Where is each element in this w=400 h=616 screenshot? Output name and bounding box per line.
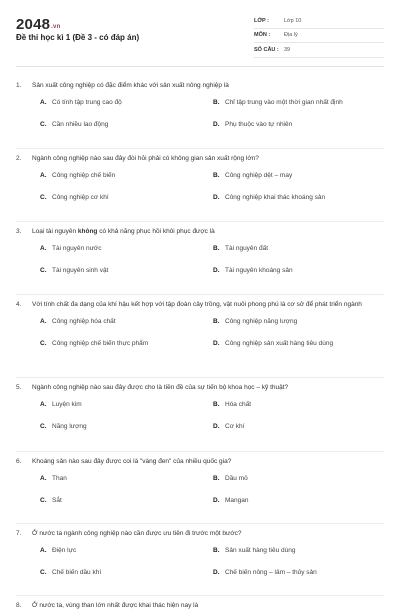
option-key: C. — [40, 266, 47, 274]
option-c[interactable] — [40, 415, 213, 437]
option-key: C. — [40, 120, 47, 128]
option-text: Có tính tập trung cao độ — [52, 98, 122, 106]
meta-value: Lớp 10 — [284, 17, 302, 24]
option-key: B. — [213, 98, 220, 106]
option-text: Công nghiệp khai thác khoáng sản — [225, 193, 326, 201]
option-text: Dầu mỏ — [225, 474, 248, 482]
option-key: C. — [40, 496, 47, 504]
question-stem — [16, 76, 384, 91]
option-c[interactable] — [40, 259, 213, 281]
exam-meta — [254, 14, 384, 58]
option-b[interactable] — [213, 237, 384, 259]
option-text: Công nghiệp sản xuất hàng tiêu dùng — [225, 339, 334, 347]
question-text — [32, 227, 384, 237]
question-text: Sản xuất công nghiệp có đặc điểm khác với sản xuất nông nghiệp là — [32, 82, 229, 89]
option-key: D. — [213, 496, 220, 504]
meta-label: MÔN : — [254, 32, 271, 39]
options — [40, 164, 384, 208]
option-text: Công nghiệp năng lượng — [225, 317, 298, 325]
question-text-pre: Loại tài nguyên — [32, 228, 78, 235]
question-text: Khoáng sản nào sau đây được coi là "vàng đen" của nhiều quốc gia? — [32, 458, 232, 465]
option-text: Sắt — [52, 496, 62, 504]
option-text: Công nghiệp cơ khí — [52, 193, 109, 201]
option-b[interactable] — [213, 539, 384, 561]
option-key: A. — [40, 474, 47, 482]
question-text: Ở nước ta ngành công nghiệp nào cần được ưu tiên đi trước một bước? — [32, 530, 242, 537]
option-text: Mangan — [225, 496, 249, 504]
options — [40, 467, 384, 511]
option-key: C. — [40, 339, 47, 347]
question-4 — [16, 295, 384, 378]
option-d[interactable] — [213, 489, 384, 511]
question-text: Ngành công nghiệp nào sau đây đòi hỏi phải có không gian sản xuất rộng lớn? — [32, 155, 259, 162]
meta-row-subject — [254, 29, 384, 44]
question-2 — [16, 149, 384, 222]
options — [40, 539, 384, 583]
option-key: B. — [213, 317, 220, 325]
question-text: Ở nước ta, vùng than lớn nhất được khai thác hiện nay là — [32, 602, 199, 609]
option-a[interactable] — [40, 539, 213, 561]
question-number: 3. — [16, 228, 22, 235]
option-text: Cần nhiều lao động — [52, 120, 109, 128]
question-8 — [16, 596, 384, 616]
option-text: Chỉ tập trung vào một thời gian nhất định — [225, 98, 343, 106]
option-a[interactable] — [40, 467, 213, 489]
question-number: 7. — [16, 530, 22, 537]
option-key: B. — [213, 171, 220, 179]
question-number: 6. — [16, 458, 22, 465]
option-text: Tài nguyên đất — [225, 244, 269, 252]
option-d[interactable] — [213, 415, 384, 437]
question-text: Ngành công nghiệp nào sau đây được cho là tiền đề của sự tiến bộ khoa học – kỹ thuật? — [32, 384, 289, 391]
question-7 — [16, 524, 384, 596]
logo-tld: .vn — [51, 24, 61, 30]
logo-text: 2048 — [16, 16, 51, 33]
option-text: Tài nguyên sinh vật — [52, 266, 109, 274]
option-text: Than — [52, 474, 67, 482]
option-text: Công nghiệp dệt – may — [225, 171, 293, 179]
exam-title: Đề thi học kì 1 (Đề 3 - có đáp án) — [16, 33, 140, 42]
option-text: Sản xuất hàng tiêu dùng — [225, 546, 296, 554]
question-stem — [16, 596, 384, 611]
question-list — [0, 76, 400, 616]
option-text: Luyện kim — [52, 400, 82, 408]
options — [40, 237, 384, 281]
option-d[interactable] — [213, 113, 384, 135]
option-text: Điện lực — [52, 546, 77, 554]
option-key: A. — [40, 244, 47, 252]
option-text: Tài nguyên khoáng sản — [225, 266, 293, 274]
option-d[interactable] — [213, 186, 384, 208]
option-key: B. — [213, 400, 220, 408]
option-key: C. — [40, 193, 47, 201]
question-6 — [16, 452, 384, 524]
question-number: 2. — [16, 155, 22, 162]
meta-label: LỚP : — [254, 17, 269, 24]
option-key: A. — [40, 98, 47, 106]
option-c[interactable] — [40, 186, 213, 208]
option-text: Chế biến nông – lâm – thủy sản — [225, 568, 317, 576]
header-divider — [16, 66, 384, 67]
question-number: 1. — [16, 82, 22, 89]
option-text: Cơ khí — [225, 422, 245, 430]
question-stem — [16, 295, 384, 310]
meta-value: Địa lý — [284, 32, 298, 39]
option-text: Tài nguyên nước — [52, 244, 102, 252]
option-c[interactable] — [40, 332, 213, 354]
question-number: 8. — [16, 602, 22, 609]
option-text: Công nghiệp chế biến — [52, 171, 116, 179]
question-3 — [16, 222, 384, 295]
meta-row-class — [254, 14, 384, 29]
option-key: D. — [213, 266, 220, 274]
option-d[interactable] — [213, 259, 384, 281]
options — [40, 310, 384, 354]
option-key: D. — [213, 193, 220, 201]
option-a[interactable] — [40, 164, 213, 186]
option-b[interactable] — [213, 393, 384, 415]
options — [40, 393, 384, 437]
option-key: C. — [40, 568, 47, 576]
exam-header — [0, 0, 400, 64]
option-text: Chế biến dầu khí — [52, 568, 102, 576]
option-c[interactable] — [40, 113, 213, 135]
question-stem — [16, 378, 384, 393]
option-c[interactable] — [40, 561, 213, 583]
option-key: A. — [40, 546, 47, 554]
option-b[interactable] — [213, 467, 384, 489]
question-text: Với tính chất đa dạng của khí hậu kết hợp với tập đoàn cây trồng, vật nuôi phong phú là cơ sở để phát triển ngành — [32, 301, 362, 308]
option-key: C. — [40, 422, 47, 430]
option-text: Công nghiệp hóa chất — [52, 317, 116, 325]
option-key: A. — [40, 171, 47, 179]
option-a[interactable] — [40, 393, 213, 415]
question-stem — [16, 222, 384, 237]
option-key: B. — [213, 546, 220, 554]
option-d[interactable] — [213, 561, 384, 583]
question-5 — [16, 378, 384, 452]
option-text: Phụ thuộc vào tự nhiên — [225, 120, 293, 128]
question-stem — [16, 149, 384, 164]
question-text-emphasis: không — [77, 228, 98, 235]
option-key: A. — [40, 317, 47, 325]
option-a[interactable] — [40, 237, 213, 259]
option-key: D. — [213, 120, 220, 128]
option-key: A. — [40, 400, 47, 408]
question-text-post: có khả năng phục hồi khôi phục được là — [97, 228, 215, 235]
option-d[interactable] — [213, 332, 384, 354]
site-logo[interactable] — [16, 16, 60, 33]
meta-value: 39 — [284, 46, 291, 53]
option-key: D. — [213, 339, 220, 347]
option-a[interactable] — [40, 310, 213, 332]
option-b[interactable] — [213, 91, 384, 113]
option-text: Năng lượng — [52, 422, 87, 430]
option-key: D. — [213, 422, 220, 430]
option-text: Công nghiệp chế biến thực phẩm — [52, 339, 149, 347]
option-key: D. — [213, 568, 220, 576]
option-key: B. — [213, 244, 220, 252]
question-number: 5. — [16, 384, 22, 391]
question-stem — [16, 524, 384, 539]
option-key: B. — [213, 474, 220, 482]
option-b[interactable] — [213, 164, 384, 186]
question-1 — [16, 76, 384, 149]
question-stem — [16, 452, 384, 467]
option-text: Hóa chất — [225, 400, 252, 408]
option-b[interactable] — [213, 310, 384, 332]
option-a[interactable] — [40, 91, 213, 113]
question-number: 4. — [16, 301, 22, 308]
options — [40, 91, 384, 135]
option-c[interactable] — [40, 489, 213, 511]
meta-label: SỐ CÂU : — [254, 46, 279, 53]
meta-row-count — [254, 43, 384, 58]
